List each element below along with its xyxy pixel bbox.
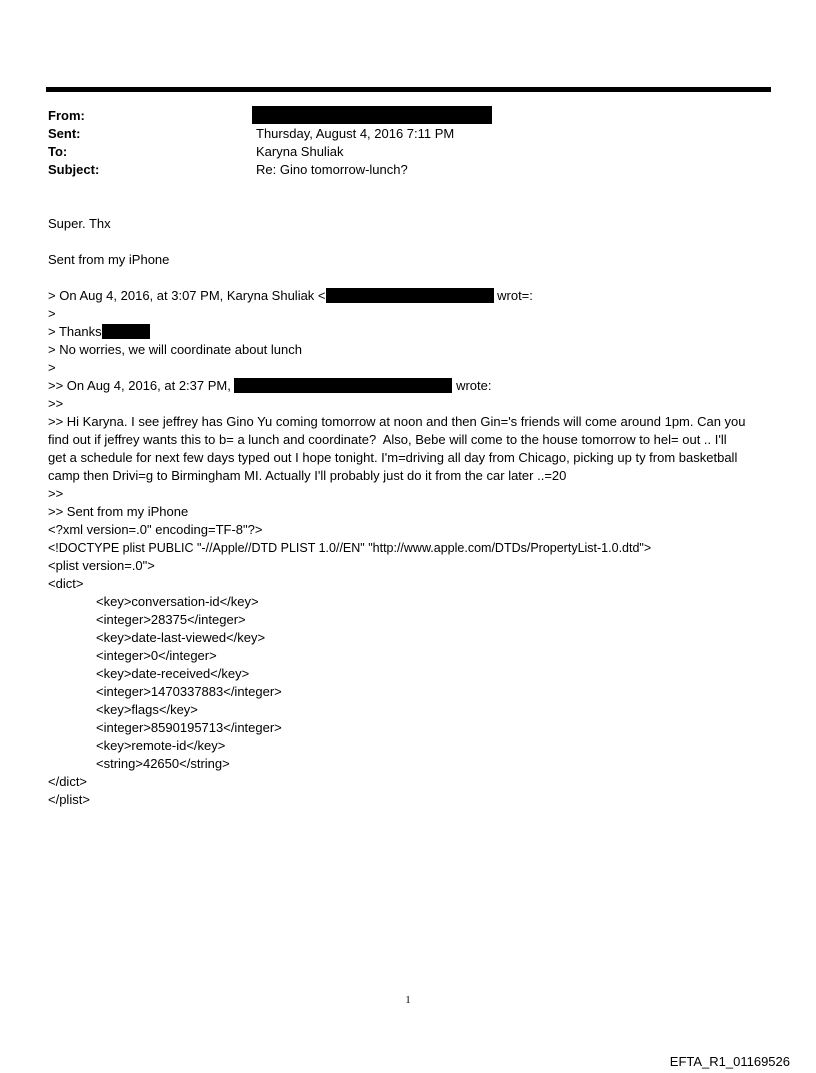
to-label: To: <box>48 144 68 159</box>
quote-text: wrote: <box>452 378 492 393</box>
plist-key: <key>remote-id</key> <box>96 738 226 753</box>
quote-line: > <box>48 306 56 321</box>
plist-value: <integer>0</integer> <box>96 648 217 663</box>
plist-line: <?xml version=.0" encoding=TF-8"?> <box>48 522 263 537</box>
from-redaction <box>252 106 492 124</box>
name-redaction <box>102 324 150 339</box>
quote-line: > <box>48 360 56 375</box>
subject-value: Re: Gino tomorrow-lunch? <box>256 162 408 177</box>
paragraph-line: camp then Drivi=g to Birmingham MI. Actually I'll probably just do it from the car later ..=20 <box>48 468 567 483</box>
plist-value: <integer>8590195713</integer> <box>96 720 282 735</box>
paragraph-line: get a schedule for next few days typed out I hope tonight. I'm=driving all day from Chicago, picking up ty from basketball <box>48 450 738 465</box>
quote-line: > No worries, we will coordinate about lunch <box>48 342 302 357</box>
quote-line <box>48 377 491 395</box>
sender-redaction <box>234 378 452 393</box>
quote-line <box>48 323 150 341</box>
quote-text: wrot=: <box>493 288 533 303</box>
plist-value: <integer>28375</integer> <box>96 612 246 627</box>
quote-line: >> <box>48 486 64 501</box>
page-number: 1 <box>405 994 411 1006</box>
subject-label: Subject: <box>48 162 100 177</box>
plist-line: </dict> <box>48 774 88 789</box>
sent-label: Sent: <box>48 126 81 141</box>
from-label: From: <box>48 108 85 123</box>
quote-line: >> <box>48 396 64 411</box>
plist-key: <key>date-last-viewed</key> <box>96 630 266 645</box>
body-signature: Sent from my iPhone <box>48 252 170 267</box>
paragraph-line: >> Hi Karyna. I see jeffrey has Gino Yu coming tomorrow at noon and then Gin='s friends will come around 1pm. Can you <box>48 414 746 429</box>
quote-text: > On Aug 4, 2016, at 3:07 PM, Karyna Shuliak < <box>48 288 326 303</box>
plist-value: <string>42650</string> <box>96 756 230 771</box>
plist-key: <key>date-received</key> <box>96 666 250 681</box>
paragraph-line: find out if jeffrey wants this to b= a lunch and coordinate? Also, Bebe will come to the house tomorrow to hel= out .. I'll <box>48 432 727 447</box>
plist-key: <key>conversation-id</key> <box>96 594 259 609</box>
to-value: Karyna Shuliak <box>256 144 344 159</box>
quote-text: > Thanks <box>48 324 102 339</box>
plist-line: <plist version=.0"> <box>48 558 155 573</box>
document-id: EFTA_R1_01169526 <box>669 1054 790 1069</box>
quote-line: >> Sent from my iPhone <box>48 504 189 519</box>
sent-value: Thursday, August 4, 2016 7:11 PM <box>256 126 455 141</box>
plist-line: </plist> <box>48 792 90 807</box>
plist-line: <dict> <box>48 576 84 591</box>
plist-doctype: <!DOCTYPE plist PUBLIC "-//Apple//DTD PLIST 1.0//EN" "http://www.apple.com/DTDs/PropertyList-1.0.dtd"> <box>48 541 652 555</box>
quote-line <box>48 287 533 305</box>
body-line: Super. Thx <box>48 216 111 231</box>
header-rule <box>46 87 771 92</box>
plist-key: <key>flags</key> <box>96 702 198 717</box>
plist-value: <integer>1470337883</integer> <box>96 684 282 699</box>
email-redaction <box>326 288 494 303</box>
quote-text: >> On Aug 4, 2016, at 2:37 PM, <box>48 378 235 393</box>
